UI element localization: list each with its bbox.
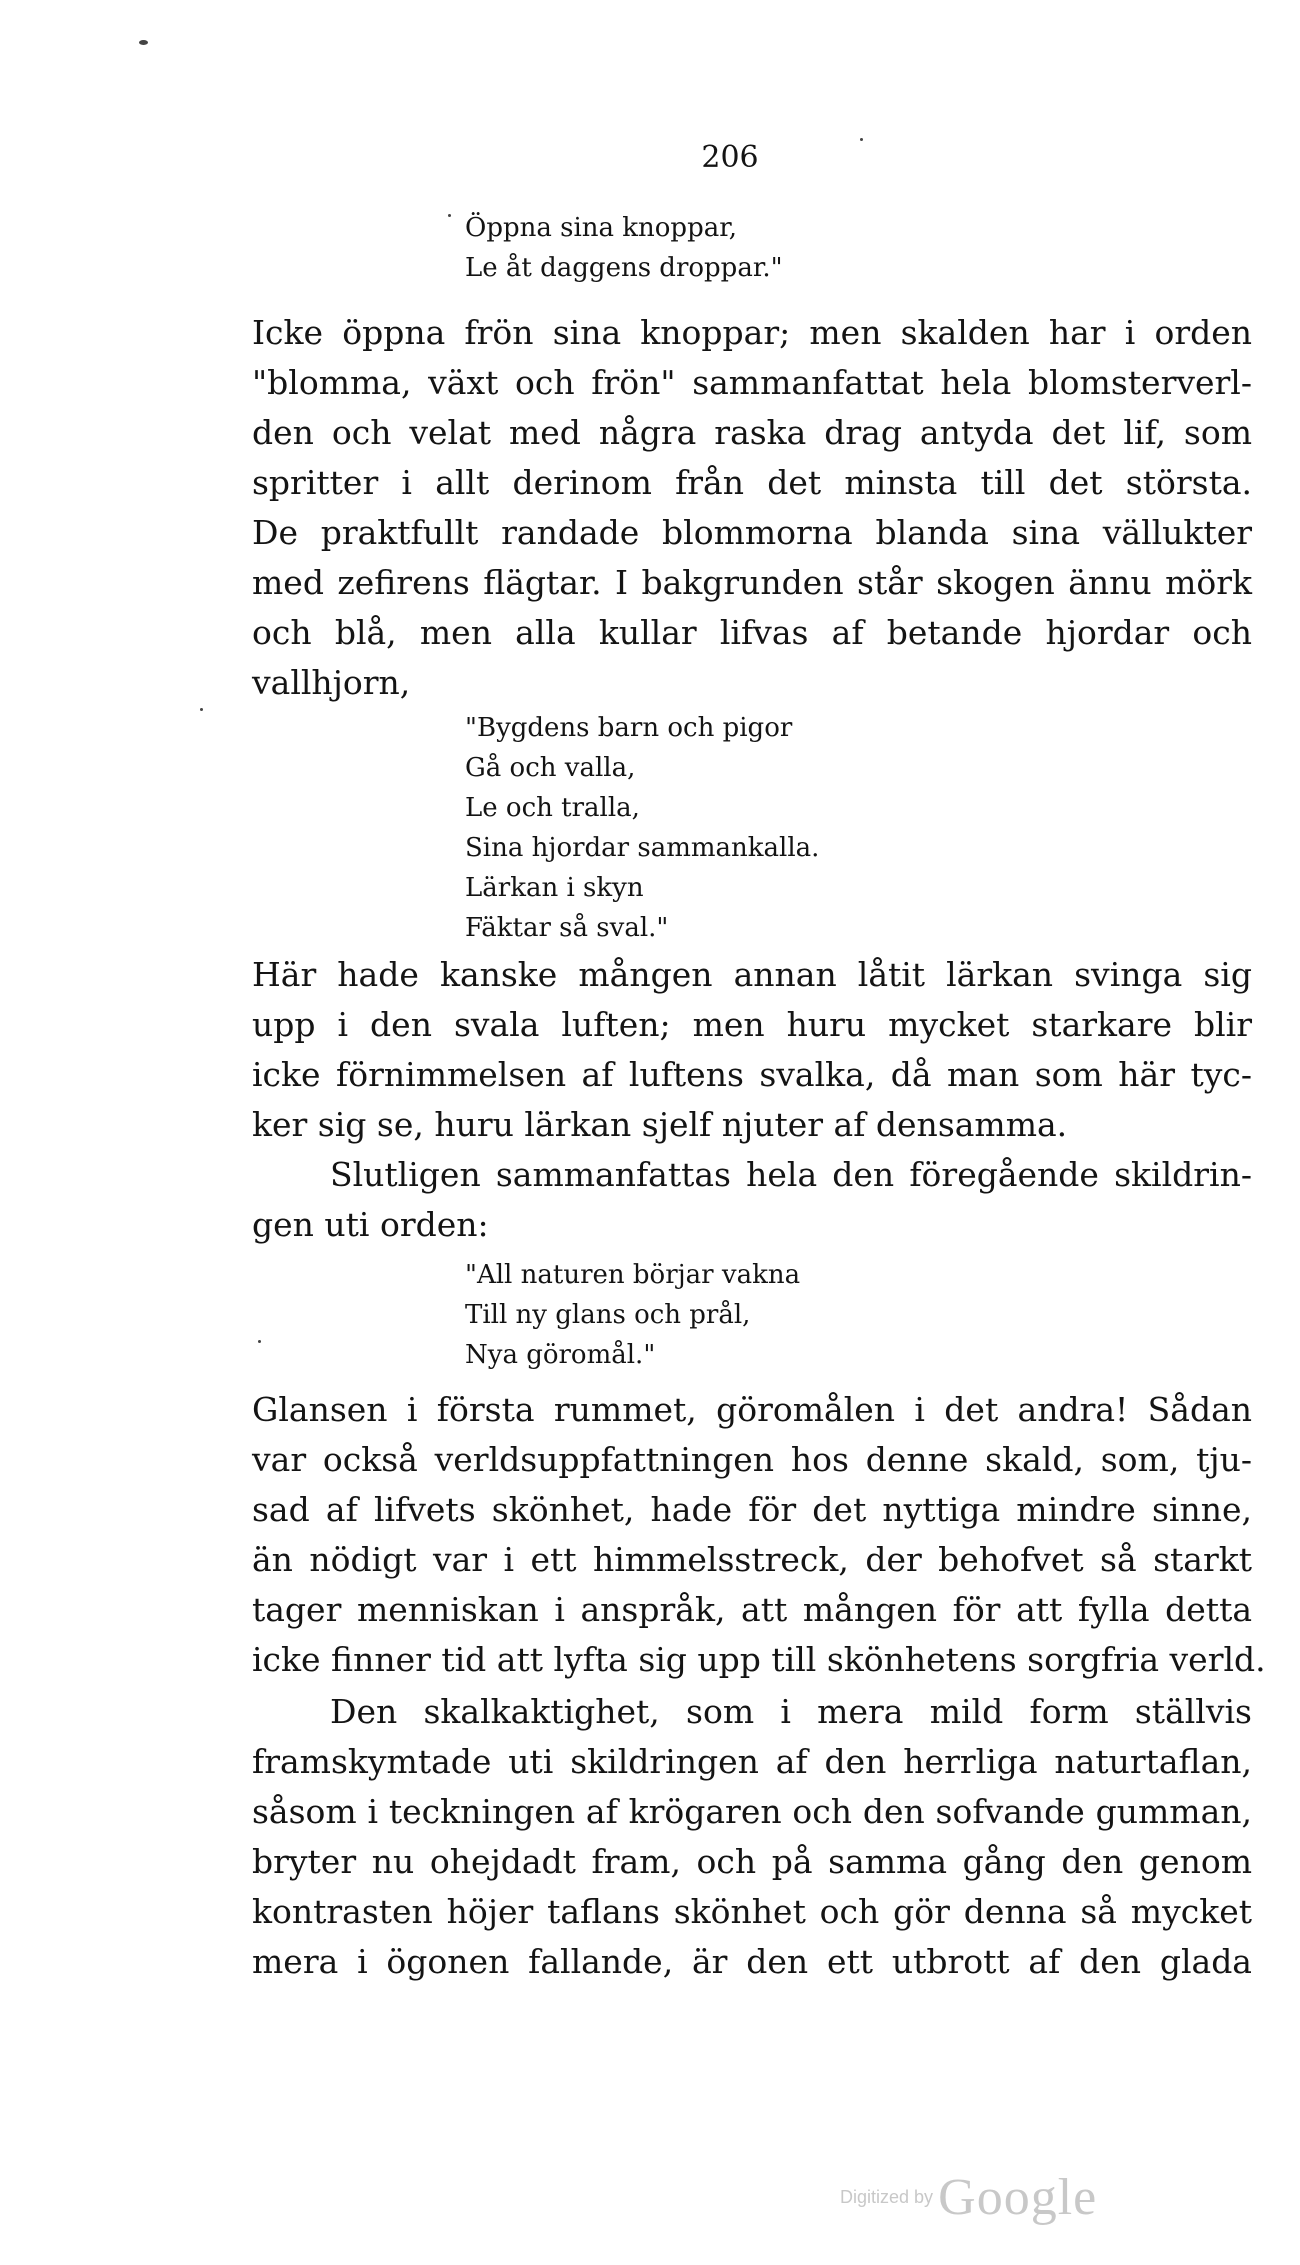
text-line: såsom i teckningen af krögaren och den sofvande gumman, (252, 1792, 1252, 1831)
text-line: vallhjorn, (252, 663, 411, 702)
verse-2 (465, 708, 1085, 948)
text-line: Glansen i första rummet, göromålen i det andra! Sådan (252, 1390, 1252, 1429)
verse-line: "All naturen börjar vakna (465, 1260, 801, 1290)
verse-line: Sina hjordar sammankalla. (465, 833, 820, 863)
text-line: Här hade kanske mången annan låtit lärkan svinga sig (252, 955, 1252, 994)
text-line: tager menniskan i anspråk, att mången för att fylla detta (252, 1590, 1252, 1629)
google-logo: Google (938, 2169, 1098, 2226)
verse-line: Le åt daggens droppar." (465, 253, 783, 283)
text-line: var också verldsuppfattningen hos denne skald, som, tju- (252, 1440, 1252, 1479)
verse-line: Öppna sina knoppar, (465, 213, 738, 243)
text-line: kontrasten höjer taflans skönhet och gör denna så mycket (252, 1892, 1252, 1931)
ink-speck (258, 1340, 261, 1343)
text-line: den och velat med några raska drag antyda det lif, som (252, 413, 1252, 452)
paragraph-1 (252, 308, 1252, 708)
verse-line: Till ny glans och prål, (465, 1300, 751, 1330)
text-line: icke förnimmelsen af luftens svalka, då man som här tyc- (252, 1055, 1252, 1094)
digitized-watermark (840, 2168, 1097, 2227)
text-line: gen uti orden: (252, 1205, 489, 1244)
text-line: spritter i allt derinom från det minsta till det största. (252, 463, 1252, 502)
text-line: Den skalkaktighet, som i mera mild form ställvis (330, 1692, 1252, 1731)
ink-speck (139, 40, 148, 45)
digitized-by-text: Digitized by (840, 2187, 934, 2207)
text-line: mera i ögonen fallande, är den ett utbrott af den glada (252, 1942, 1252, 1981)
text-line: De praktfullt randade blommorna blanda sina vällukter (252, 513, 1252, 552)
text-line: upp i den svala luften; men huru mycket starkare blir (252, 1005, 1252, 1044)
text-line: ker sig se, huru lärkan sjelf njuter af densamma. (252, 1105, 1068, 1144)
ink-speck (860, 138, 863, 141)
paragraph-5 (252, 1687, 1252, 1987)
verse-line: Fäktar så sval." (465, 913, 669, 943)
paragraph-2 (252, 950, 1252, 1150)
verse-line: Lärkan i skyn (465, 873, 644, 903)
verse-line: "Bygdens barn och pigor (465, 713, 793, 743)
paragraph-3 (252, 1150, 1252, 1250)
paragraph-4 (252, 1385, 1266, 1685)
text-line: icke finner tid att lyfta sig upp till skönhetens sorgfria verld. (252, 1640, 1266, 1679)
ink-speck (200, 708, 203, 711)
verse-line: Nya göromål." (465, 1340, 656, 1370)
text-line: med zefirens flägtar. I bakgrunden står skogen ännu mörk (252, 563, 1252, 602)
verse-1 (465, 208, 1085, 288)
text-line: Icke öppna frön sina knoppar; men skalden har i orden (252, 313, 1252, 352)
text-line: bryter nu ohejdadt fram, och på samma gång den genom (252, 1842, 1252, 1881)
text-line: "blomma, växt och frön" sammanfattat hela blomsterverl- (252, 363, 1252, 402)
text-line: sad af lifvets skönhet, hade för det nyttiga mindre sinne, (252, 1490, 1252, 1529)
verse-line: Le och tralla, (465, 793, 640, 823)
text-line: än nödigt var i ett himmelsstreck, der behofvet så starkt (252, 1540, 1252, 1579)
page-number: 206 (701, 140, 759, 175)
verse-line: Gå och valla, (465, 753, 636, 783)
text-line: Slutligen sammanfattas hela den föregående skildrin- (330, 1155, 1252, 1194)
text-line: och blå, men alla kullar lifvas af betande hjordar och (252, 613, 1252, 652)
verse-3 (465, 1255, 1085, 1375)
text-line: framskymtade uti skildringen af den herrliga naturtaflan, (252, 1742, 1252, 1781)
ink-speck (448, 214, 451, 217)
